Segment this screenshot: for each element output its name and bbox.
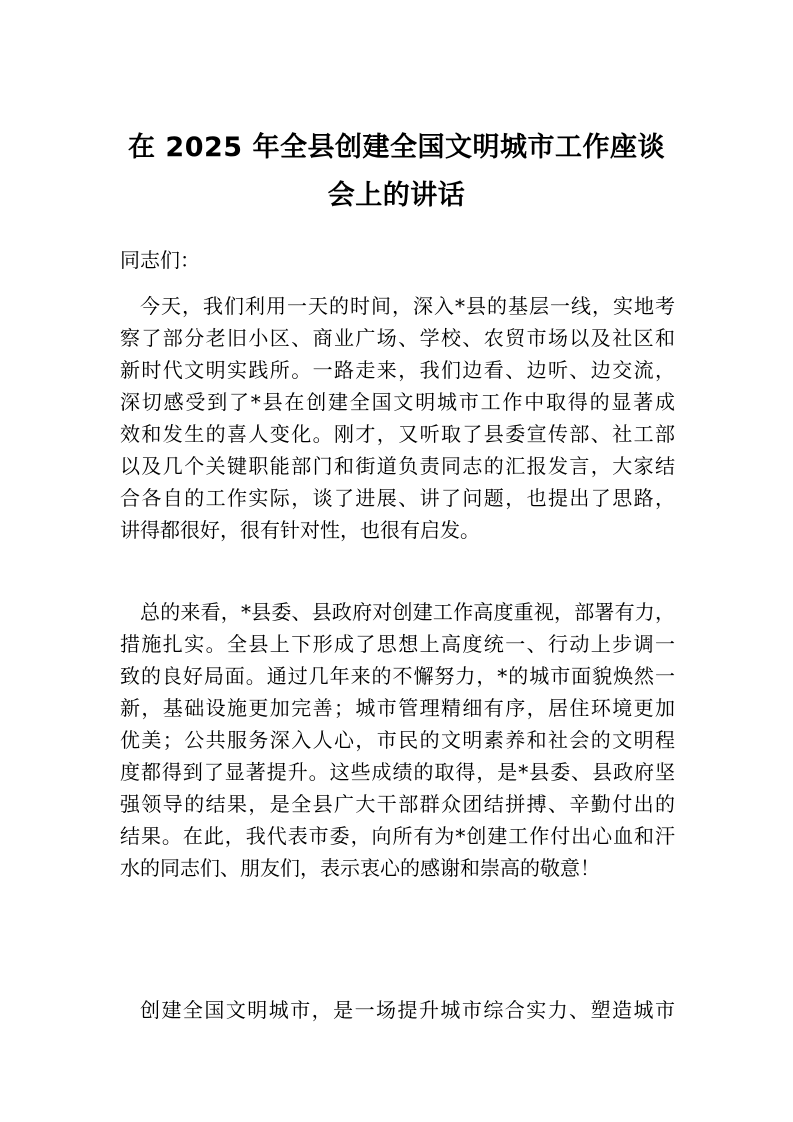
paragraph-line: 合各自的工作实际，谈了进展、讲了问题，也提出了思路， (120, 486, 675, 510)
paragraph-line: 新时代文明实践所。一路走来，我们边看、边听、边交流， (120, 358, 675, 382)
paragraph-line: 水的同志们、朋友们，表示衷心的感谢和崇高的敬意！ (120, 856, 600, 880)
paragraph-line: 深切感受到了*县在创建全国文明城市工作中取得的显著成 (120, 390, 675, 414)
paragraph-line: 措施扎实。全县上下形成了思想上高度统一、行动上步调一 (120, 632, 675, 656)
paragraph-line: 今天，我们利用一天的时间，深入*县的基层一线，实地考 (140, 294, 675, 318)
paragraph-2 (120, 596, 675, 884)
paragraph-line: 以及几个关键职能部门和街道负责同志的汇报发言，大家结 (120, 454, 675, 478)
title-line-1: 在 2025 年全县创建全国文明城市工作座谈 (128, 132, 665, 163)
paragraph-line: 创建全国文明城市，是一场提升城市综合实力、塑造城市 (140, 998, 675, 1022)
paragraph-line: 效和发生的喜人变化。刚才，又听取了县委宣传部、社工部 (120, 422, 675, 446)
paragraph-line: 新，基础设施更加完善；城市管理精细有序，居住环境更加 (120, 696, 675, 720)
document-title (110, 124, 683, 220)
title-line-2: 会上的讲话 (327, 180, 466, 211)
paragraph-line: 优美；公共服务深入人心，市民的文明素养和社会的文明程 (120, 728, 675, 752)
paragraph-line: 强领导的结果，是全县广大干部群众团结拼搏、辛勤付出的 (120, 792, 675, 816)
paragraph-line: 总的来看，*县委、县政府对创建工作高度重视，部署有力， (140, 600, 675, 624)
paragraph-line: 察了部分老旧小区、商业广场、学校、农贸市场以及社区和 (120, 326, 675, 350)
paragraph-line: 讲得都很好，很有针对性，也很有启发。 (120, 518, 480, 542)
paragraph-line: 致的良好局面。通过几年来的不懈努力，*的城市面貌焕然一 (120, 664, 675, 688)
paragraph-line: 度都得到了显著提升。这些成绩的取得，是*县委、县政府坚 (120, 760, 675, 784)
paragraph-line: 结果。在此，我代表市委，向所有为*创建工作付出心血和汗 (120, 824, 675, 848)
greeting: 同志们： (120, 248, 200, 272)
paragraph-1 (120, 290, 675, 546)
paragraph-3 (120, 994, 675, 1026)
